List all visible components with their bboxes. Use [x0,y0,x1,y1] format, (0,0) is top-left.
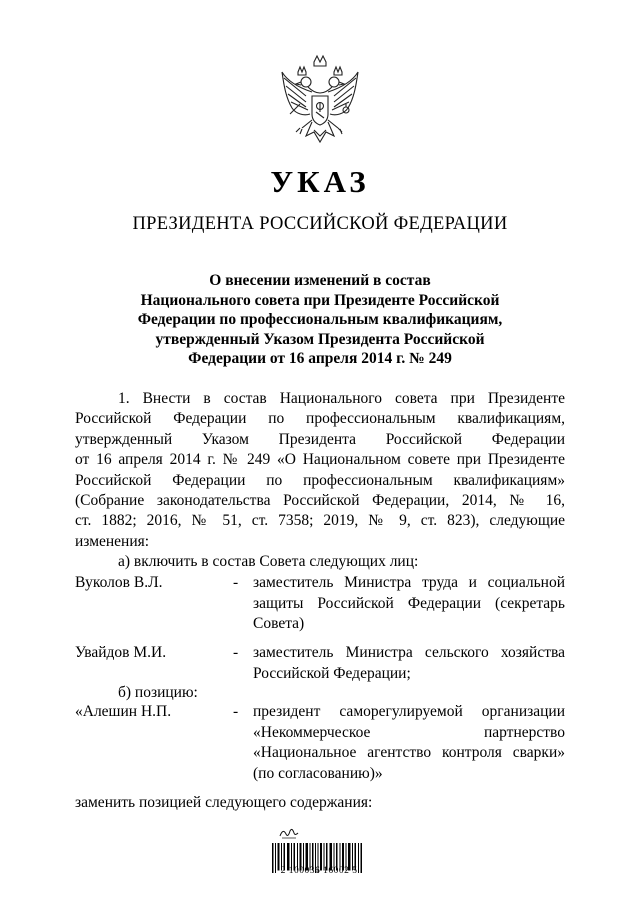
subitem-a: а) включить в состав Совета следующих лиц: [118,553,419,570]
description-line: заместитель Министра сельского хозяйства [253,644,565,661]
description-line: (по согласованию)» [253,764,383,782]
description-line: «Некоммерческое партнерство [253,723,565,741]
paragraph-line: (Собрание законодательства Российской Федерации, 2014, № 16, [75,492,565,510]
member-name: Увайдов М.И. [75,644,167,661]
description-line: заместитель Министра труда и социальной [253,574,565,591]
member-dash: - [233,644,239,661]
barcode-number: 2 100036 16002 5 [280,866,358,876]
description-line: Совета) [253,615,305,632]
description-line: «Национальное агентство контроля сварки» [253,744,565,761]
member-description [253,573,565,635]
document-subtitle: ПРЕЗИДЕНТА РОССИЙСКОЙ ФЕДЕРАЦИИ [132,214,508,234]
member-dash: - [233,703,239,720]
closing-line: заменить позицией следующего содержания: [75,794,373,811]
heading-line: О внесении изменений в состав [209,272,431,289]
member-description [253,702,565,784]
member-description [253,643,565,684]
description-line: защиты Российской Федерации (секретарь [253,594,565,612]
description-line: Российской Федерации; [253,664,411,682]
paragraph-line: изменения: [75,532,150,550]
small-handwritten-mark-icon [278,826,300,840]
member-name: «Алешин Н.П. [75,703,172,720]
member-name: Вуколов В.Л. [75,574,163,591]
heading-line: Национального совета при Президенте Российской [140,291,500,309]
paragraph-line: от 16 апреля 2014 г. № 249 «О Национальном совете при Президенте [75,451,565,469]
paragraph-line: 1. Внести в состав Национального совета при Президенте [118,390,565,407]
decree-heading [100,271,540,369]
description-line: президент саморегулируемой организации [253,703,565,720]
member-dash: - [233,574,239,591]
subitem-b: б) позицию: [118,684,198,701]
heading-line: Федерации по профессиональным квалификациям, [137,311,503,328]
paragraph-line: утвержденный Указом Президента Российской Федерации [75,430,565,448]
double-headed-eagle-emblem-icon [276,52,364,156]
heading-line: утвержденный Указом Президента Российской [155,330,485,348]
paragraph-line: Российской Федерации по профессиональным квалификациям» [75,471,565,489]
paragraph-line: Российской Федерации по профессиональным квалификациям, [75,410,565,428]
paragraph-line: ст. 1882; 2016, № 51, ст. 7358; 2019, № 9, ст. 823), следующие [75,512,565,530]
heading-line: Федерации от 16 апреля 2014 г. № 249 [188,350,452,367]
paragraph-1 [75,389,565,552]
document-title: УКАЗ [270,164,370,199]
